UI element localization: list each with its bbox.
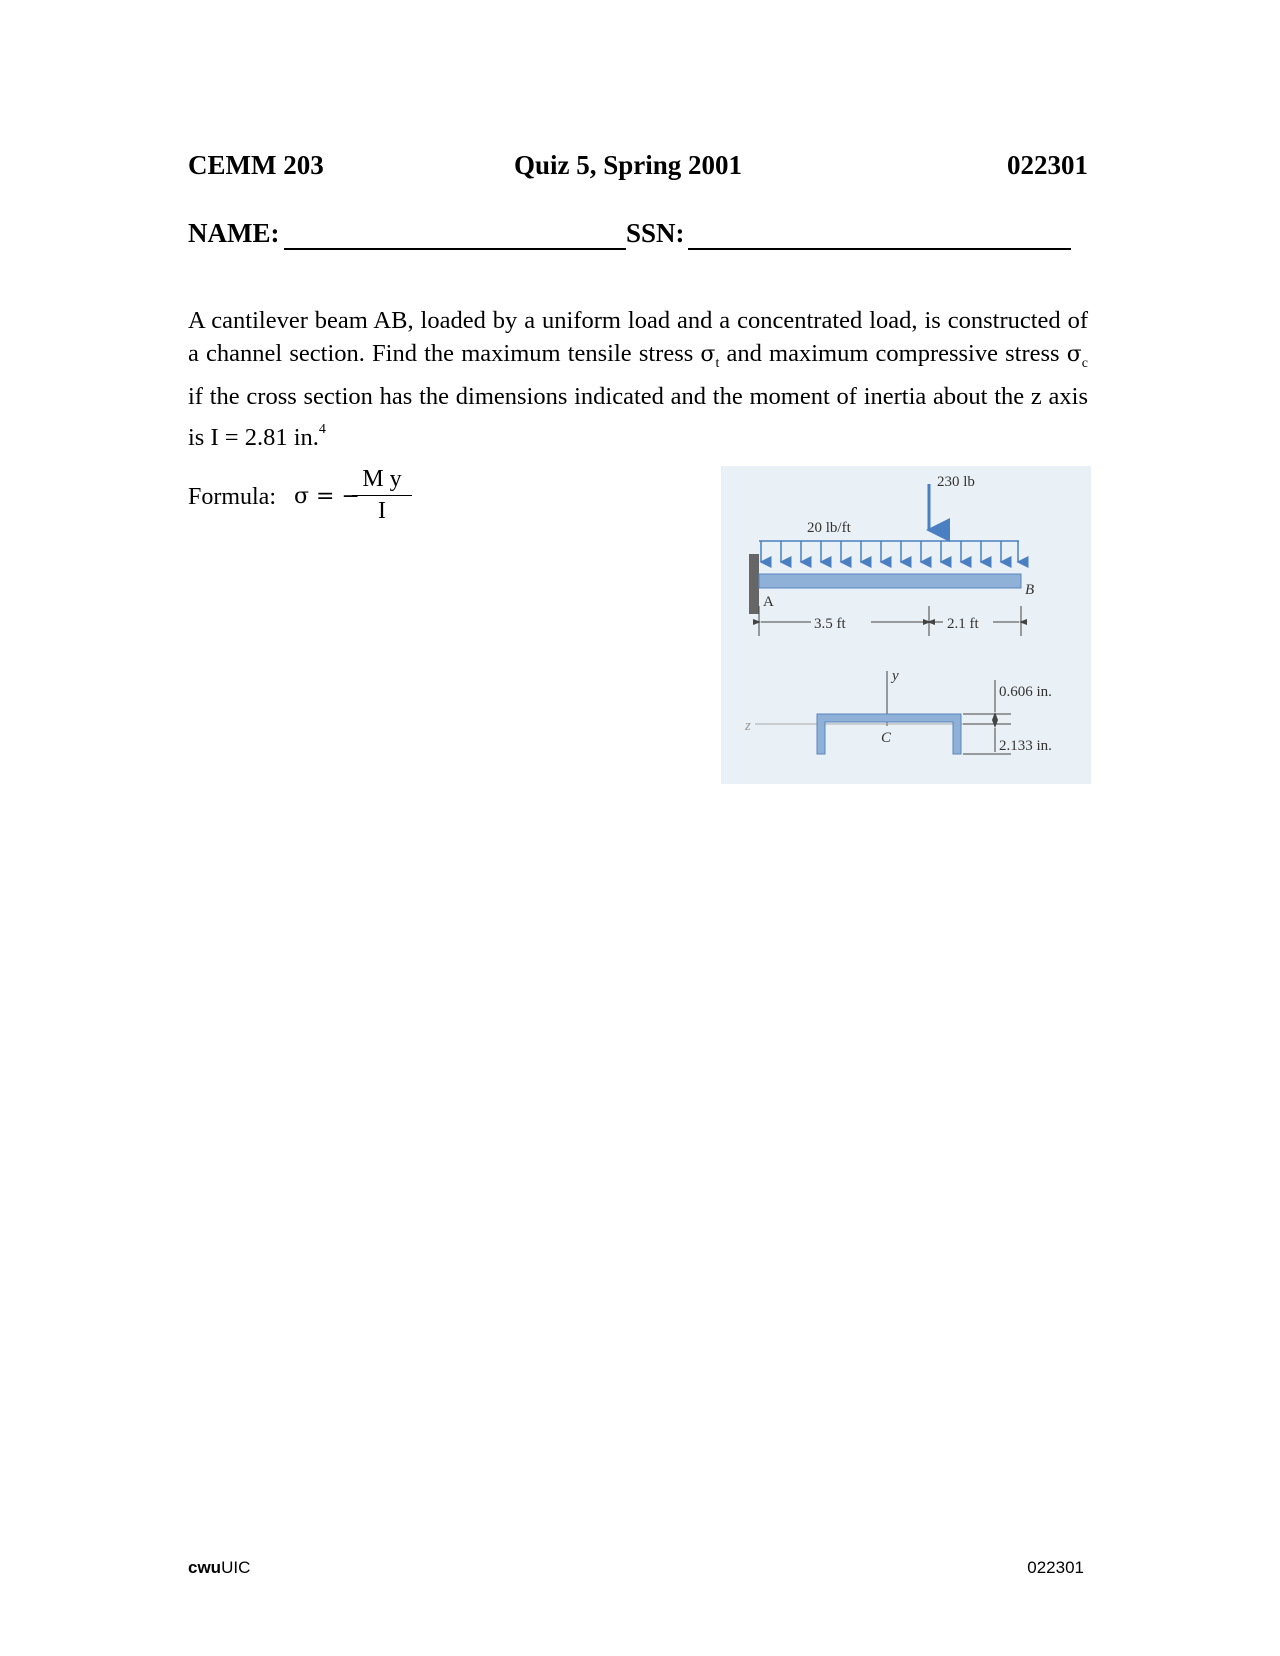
formula-label: Formula: (188, 484, 276, 510)
beam-figure (721, 466, 1091, 784)
beam-diagram (721, 466, 1091, 784)
beam (759, 574, 1021, 588)
student-id-line (188, 218, 1083, 254)
ssn-blank[interactable] (688, 248, 1071, 250)
formula-numerator: M y (352, 466, 412, 496)
figure-background (721, 466, 1091, 784)
distributed-load-label: 20 lb/ft (807, 520, 851, 536)
formula-fraction (352, 466, 412, 525)
point-b-label: B (1025, 582, 1035, 598)
dimension-top: 0.606 in. (999, 684, 1052, 700)
z-axis-label: z (745, 718, 751, 734)
centroid-label: C (881, 730, 892, 746)
y-axis-label: y (892, 668, 899, 684)
formula-denominator: I (378, 498, 386, 524)
footer-code: 022301 (1027, 1558, 1084, 1577)
ssn-label: SSN: (626, 218, 685, 248)
document-code: 022301 (1007, 150, 1088, 180)
fixed-support (749, 554, 759, 614)
header (188, 150, 1088, 190)
name-label: NAME: (188, 218, 280, 248)
name-blank[interactable] (284, 248, 626, 250)
formula-lhs: σ = − (294, 484, 360, 509)
point-a-label: A (763, 594, 774, 610)
quiz-title: Quiz 5, Spring 2001 (514, 150, 743, 180)
course-code: CEMM 203 (188, 150, 324, 180)
problem-statement (188, 304, 1088, 454)
dimension-bottom: 2.133 in. (999, 738, 1052, 754)
problem-text: A cantilever beam AB, loaded by a uniform load and a concentrated load, is constructed of a channel section. Find the maximum tensile stress $\sigma_t$ and maximum compressive stress $\sigma_c$ if the cross section has the dimensions indicated and the moment of inertia about the z axis is I = 2.81 in.$^4$ (188, 307, 1088, 451)
dimension-right: 2.1 ft (947, 616, 979, 632)
point-load-label: 230 lb (937, 474, 975, 490)
dimension-left: 3.5 ft (814, 616, 846, 632)
footer-brand: cwuUIC (188, 1558, 251, 1577)
